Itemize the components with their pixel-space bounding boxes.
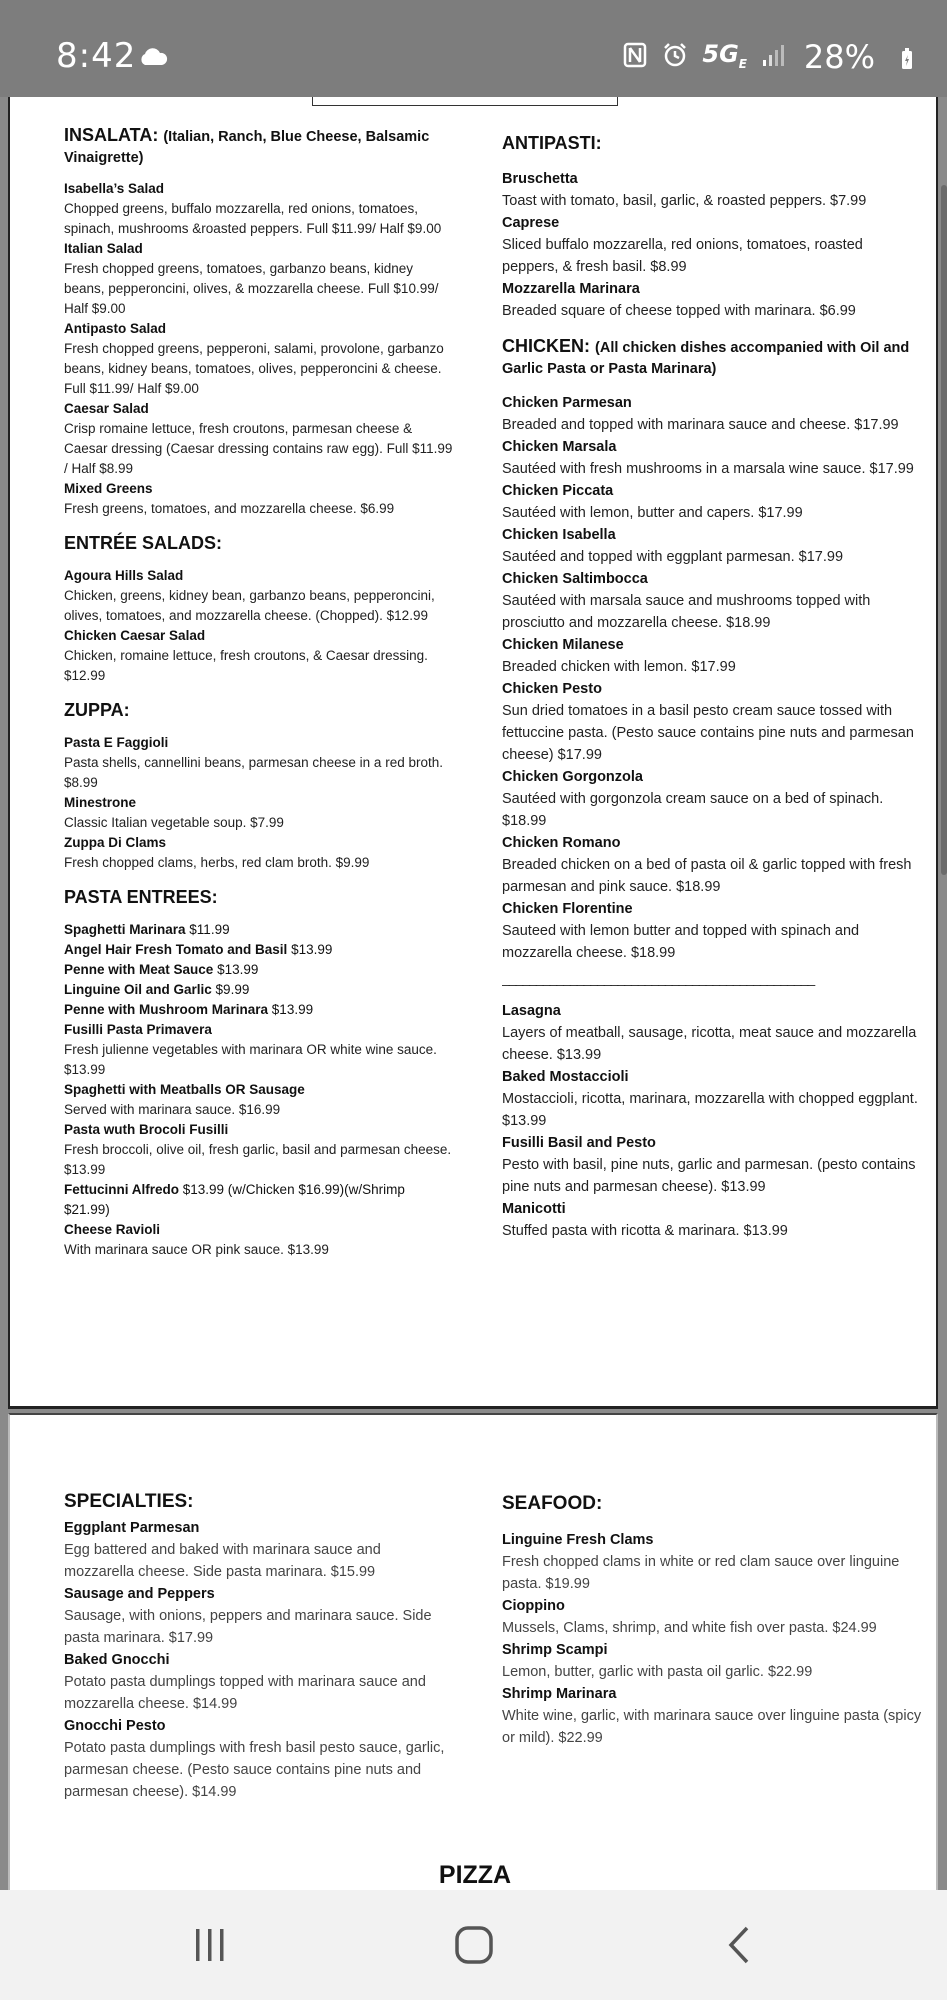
menu-item-name <box>502 766 922 788</box>
item-name-text: Chicken Pesto <box>502 681 602 697</box>
menu-item <box>502 898 922 964</box>
menu-item-description: Pasta shells, cannellini beans, parmesan cheese in a red broth. $8.99 <box>64 755 443 790</box>
menu-item-description: Lemon, butter, garlic with pasta oil garlic. $22.99 <box>502 1664 813 1680</box>
menu-item-name <box>502 1639 922 1661</box>
menu-item <box>64 1583 454 1649</box>
menu-item-description: Sautéed and topped with eggplant parmesan. $17.99 <box>502 549 844 565</box>
menu-item <box>64 1649 454 1715</box>
menu-item-name <box>502 832 922 854</box>
menu-item-name <box>502 898 922 920</box>
menu-page-2 <box>8 1413 938 1890</box>
menu-item-description: With marinara sauce OR pink sauce. $13.99 <box>64 1242 329 1257</box>
menu-item-name: Baked Mostaccioli <box>502 1069 629 1085</box>
menu-item-description: Breaded and topped with marinara sauce and cheese. $17.99 <box>502 417 899 433</box>
item-name-text: Antipasto Salad <box>64 321 167 336</box>
item-name-text: Italian Salad <box>64 241 143 256</box>
menu-item-name <box>502 168 922 190</box>
signal-icon <box>761 42 787 68</box>
home-icon <box>454 1925 494 1965</box>
item-name-text: Linguine Fresh Clams <box>502 1532 654 1548</box>
menu-item-name <box>64 920 454 940</box>
section-title: INSALATA: <box>64 125 159 145</box>
menu-item <box>502 1066 922 1132</box>
menu-item-description: Crisp romaine lettuce, fresh croutons, parmesan cheese & Caesar dressing (Caesar dressing contains raw egg). Full $11.99 / Half $8.99 <box>64 421 453 476</box>
item-name-text: Bruschetta <box>502 171 578 187</box>
menu-item <box>64 940 454 960</box>
page2-right-column <box>502 1493 922 1749</box>
menu-item-description: Fresh chopped greens, pepperoni, salami, provolone, garbanzo beans, kidney beans, tomatoes, olives, pepperoncini & cheese. Full $11.99/ Half $9.00 <box>64 341 444 396</box>
item-name-text: Linguine Oil and Garlic <box>64 982 212 997</box>
menu-item-name <box>502 480 922 502</box>
section-note: (Italian, Ranch, Blue Cheese, Balsamic Vinaigrette) <box>64 129 430 166</box>
alarm-icon <box>662 42 688 68</box>
section-gap <box>64 873 454 887</box>
menu-item-description: Stuffed pasta with ricotta & marinara. $13.99 <box>502 1223 788 1239</box>
menu-item-name <box>64 940 454 960</box>
menu-item <box>502 524 922 568</box>
menu-item-description: Sautéed with fresh mushrooms in a marsala wine sauce. $17.99 <box>502 461 914 477</box>
section-heading <box>64 125 454 167</box>
menu-item-name <box>502 568 922 590</box>
item-name-text: Pasta wuth Brocoli Fusilli <box>64 1122 229 1137</box>
menu-item <box>502 1595 922 1639</box>
item-name-text: Cioppino <box>502 1598 565 1614</box>
item-name-text: Cheese Ravioli <box>64 1222 161 1237</box>
menu-item <box>502 1198 922 1242</box>
item-name-text: Agoura Hills Salad <box>64 568 184 583</box>
menu-item <box>64 399 454 479</box>
item-price: $11.99 <box>189 922 230 937</box>
battery-level: 28% <box>803 38 875 76</box>
item-name-text: Shrimp Marinara <box>502 1686 617 1702</box>
battery-charging-icon <box>901 48 913 70</box>
menu-item-description: Sun dried tomatoes in a basil pesto cream sauce tossed with fettuccine pasta. (Pesto sauce contains pine nuts and parmesan cheese) $17.99 <box>502 703 914 763</box>
item-name-text: Chicken Romano <box>502 835 621 851</box>
menu-item-name <box>64 980 454 1000</box>
menu-item <box>502 678 922 766</box>
menu-item-name <box>64 1517 454 1539</box>
section-title: CHICKEN: <box>502 336 590 356</box>
menu-item-name <box>64 1583 454 1605</box>
section-note: (All chicken dishes accompanied with Oil and Garlic Pasta or Pasta Marinara) <box>502 340 910 377</box>
menu-item-name <box>64 626 454 646</box>
menu-item <box>64 733 454 793</box>
section-divider: ______________________________________________ <box>502 970 815 986</box>
item-price: $13.99 <box>271 1002 314 1017</box>
menu-item-name <box>502 1683 922 1705</box>
menu-item-name <box>64 319 454 339</box>
menu-item-name <box>64 833 454 853</box>
menu-item-description: Fresh chopped clams, herbs, red clam broth. $9.99 <box>64 855 370 870</box>
menu-item <box>64 1220 454 1260</box>
menu-item <box>502 1132 922 1198</box>
menu-item-name <box>64 1220 454 1240</box>
menu-item-description: Mostaccioli, ricotta, marinara, mozzarella with chopped eggplant. $13.99 <box>502 1091 918 1129</box>
menu-item <box>64 793 454 833</box>
menu-item-name <box>502 524 922 546</box>
back-button[interactable] <box>708 1920 768 1970</box>
item-name-text: Eggplant Parmesan <box>64 1520 200 1536</box>
menu-item <box>502 634 922 678</box>
item-name-text: Mixed Greens <box>64 481 153 496</box>
section-title: ZUPPA: <box>64 700 130 720</box>
menu-item <box>64 1120 454 1180</box>
item-name-text: Gnocchi Pesto <box>64 1718 166 1734</box>
item-name-text: Chicken Caesar Salad <box>64 628 206 643</box>
menu-item <box>502 1000 922 1066</box>
menu-item <box>502 436 922 480</box>
menu-item <box>64 833 454 873</box>
menu-item <box>64 239 454 319</box>
menu-item-name <box>64 733 454 753</box>
menu-item-description: Fresh julienne vegetables with marinara OR white wine sauce. $13.99 <box>64 1042 437 1077</box>
network-label <box>702 40 747 71</box>
home-button[interactable] <box>444 1920 504 1970</box>
section-gap <box>64 519 454 533</box>
menu-item-name: Fusilli Basil and Pesto <box>502 1135 656 1151</box>
menu-item-description: Sausage, with onions, peppers and marinara sauce. Side pasta marinara. $17.99 <box>64 1608 432 1646</box>
menu-item-description: Sliced buffalo mozzarella, red onions, tomatoes, roasted peppers, & fresh basil. $8.99 <box>502 237 863 275</box>
menu-item <box>502 212 922 278</box>
menu-item-description: Fresh broccoli, olive oil, fresh garlic, basil and parmesan cheese. $13.99 <box>64 1142 452 1177</box>
menu-item-description: Chopped greens, buffalo mozzarella, red onions, tomatoes, spinach, mushrooms &roasted peppers. Full $11.99/ Half $9.00 <box>64 201 442 236</box>
menu-item-name <box>64 1020 454 1040</box>
menu-item-name <box>502 436 922 458</box>
nfc-icon <box>622 42 648 68</box>
menu-item-name <box>64 1080 454 1100</box>
back-icon <box>723 1925 753 1965</box>
menu-item <box>64 1180 454 1220</box>
item-name-text: Angel Hair Fresh Tomato and Basil <box>64 942 288 957</box>
menu-item <box>64 1080 454 1120</box>
item-name-text: Chicken Florentine <box>502 901 633 917</box>
menu-item-name: Lasagna <box>502 1003 561 1019</box>
menu-item <box>64 1000 454 1020</box>
menu-item <box>64 1715 454 1803</box>
item-name-text: Chicken Piccata <box>502 483 614 499</box>
item-name-text: Caprese <box>502 215 560 231</box>
menu-item <box>64 566 454 626</box>
item-name-text: Baked Gnocchi <box>64 1652 170 1668</box>
section-heading <box>502 133 922 154</box>
menu-item <box>502 480 922 524</box>
network-type: 5G <box>702 40 739 68</box>
menu-item <box>64 626 454 686</box>
section-heading <box>64 887 454 908</box>
menu-item <box>64 920 454 940</box>
status-time: 8:42 <box>56 36 137 76</box>
menu-item-name <box>64 1649 454 1671</box>
status-bar <box>0 0 947 97</box>
menu-item-name <box>64 566 454 586</box>
menu-item <box>502 168 922 212</box>
item-name-text: Isabella’s Salad <box>64 181 165 196</box>
menu-item-name <box>502 1529 922 1551</box>
menu-item-name <box>64 179 454 199</box>
section-heading <box>64 700 454 721</box>
network-sub: E <box>738 56 747 71</box>
menu-item-description: Egg battered and baked with marinara sauce and mozzarella cheese. Side pasta marinara. $15.99 <box>64 1542 381 1580</box>
item-name-text: Shrimp Scampi <box>502 1642 608 1658</box>
menu-item-description: Sautéed with lemon, butter and capers. $17.99 <box>502 505 803 521</box>
item-price: $13.99 <box>217 962 259 977</box>
page1-right-column <box>502 133 922 1242</box>
menu-item-description: Sauteed with lemon butter and topped with spinach and mozzarella cheese. $18.99 <box>502 923 860 961</box>
item-name-text: Spaghetti with Meatballs OR Sausage <box>64 1082 305 1097</box>
section-title: SEAFOOD: <box>502 1493 603 1514</box>
item-price: $13.99 (w/Chicken $16.99)(w/Shrimp $21.99) <box>64 1182 405 1217</box>
menu-item-description: Toast with tomato, basil, garlic, & roasted peppers. $7.99 <box>502 193 867 209</box>
item-name-text: Chicken Gorgonzola <box>502 769 643 785</box>
item-name-text: Chicken Isabella <box>502 527 616 543</box>
menu-item <box>502 278 922 322</box>
menu-item-description: Mussels, Clams, shrimp, and white fish over pasta. $24.99 <box>502 1620 877 1636</box>
item-name-text: Pasta E Faggioli <box>64 735 169 750</box>
menu-item <box>64 960 454 980</box>
menu-item-name <box>64 1000 454 1020</box>
scrollbar[interactable] <box>941 185 947 875</box>
menu-item <box>64 1020 454 1080</box>
menu-item-name <box>64 1715 454 1737</box>
menu-item <box>64 179 454 239</box>
menu-item-name <box>64 399 454 419</box>
menu-item-name <box>502 634 922 656</box>
section-heading <box>64 1491 454 1513</box>
menu-item <box>64 1517 454 1583</box>
item-name-text: Fettucinni Alfredo <box>64 1182 179 1197</box>
item-name-text: Minestrone <box>64 795 137 810</box>
menu-item <box>502 568 922 634</box>
menu-item-name <box>502 212 922 234</box>
menu-item-name: Manicotti <box>502 1201 566 1217</box>
item-price: $9.99 <box>215 982 250 997</box>
section-heading <box>502 1493 922 1515</box>
menu-item-description: Breaded chicken with lemon. $17.99 <box>502 659 736 675</box>
page2-left-column <box>64 1491 454 1803</box>
menu-item-name <box>502 392 922 414</box>
menu-item-name <box>64 1180 454 1220</box>
section-gap <box>502 322 922 336</box>
item-name-text: Caesar Salad <box>64 401 149 416</box>
item-name-text: Sausage and Peppers <box>64 1586 215 1602</box>
item-name-text: Chicken Parmesan <box>502 395 632 411</box>
item-name-text: Chicken Saltimbocca <box>502 571 648 587</box>
menu-item-description: Chicken, romaine lettuce, fresh croutons, & Caesar dressing. $12.99 <box>64 648 428 683</box>
menu-item <box>502 1529 922 1595</box>
menu-item <box>64 980 454 1000</box>
menu-item-description: Breaded chicken on a bed of pasta oil & garlic topped with fresh parmesan and pink sauce. $18.99 <box>502 857 912 895</box>
cloud-icon <box>138 48 168 66</box>
menu-item-description: Potato pasta dumplings topped with marinara sauce and mozzarella cheese. $14.99 <box>64 1674 426 1712</box>
menu-item-description: Potato pasta dumplings with fresh basil pesto sauce, garlic, parmesan cheese. (Pesto sauce contains pine nuts and parmesan cheese). $14.99 <box>64 1740 445 1800</box>
page-tab-decoration <box>312 97 618 106</box>
section-title: PASTA ENTREES: <box>64 887 218 907</box>
menu-item-name <box>64 479 454 499</box>
menu-item-description: White wine, garlic, with marinara sauce over linguine pasta (spicy or mild). $22.99 <box>502 1708 922 1746</box>
menu-item <box>502 1639 922 1683</box>
menu-item-description: Fresh chopped greens, tomatoes, garbanzo beans, kidney beans, pepperoncini, olives, & mozzarella cheese. Full $10.99/ Half $9.00 <box>64 261 439 316</box>
menu-page-1 <box>8 97 938 1409</box>
item-name-text: Penne with Mushroom Marinara <box>64 1002 269 1017</box>
section-gap <box>64 686 454 700</box>
section-title: ENTRÉE SALADS: <box>64 533 223 553</box>
menu-item-name <box>64 239 454 259</box>
item-price: $13.99 <box>291 942 333 957</box>
recent-apps-button[interactable] <box>180 1920 240 1970</box>
menu-item-description: Breaded square of cheese topped with marinara. $6.99 <box>502 303 856 319</box>
menu-item <box>64 479 454 519</box>
section-heading <box>64 533 454 554</box>
menu-item-description: Sautéed with marsala sauce and mushrooms topped with prosciutto and mozzarella cheese. $18.99 <box>502 593 871 631</box>
menu-item-name <box>502 1595 922 1617</box>
menu-item-name <box>64 960 454 980</box>
page1-left-column <box>64 125 454 1260</box>
item-name-text: Chicken Marsala <box>502 439 617 455</box>
menu-item-name <box>502 678 922 700</box>
menu-item <box>502 1683 922 1749</box>
section-title: SPECIALTIES: <box>64 1491 194 1512</box>
item-name-text: Spaghetti Marinara <box>64 922 186 937</box>
menu-item-description: Sautéed with gorgonzola cream sauce on a bed of spinach. $18.99 <box>502 791 884 829</box>
section-heading <box>502 336 922 378</box>
menu-item-name <box>64 793 454 813</box>
navigation-bar <box>0 1890 947 2000</box>
menu-item-name <box>64 1120 454 1140</box>
menu-item-description: Classic Italian vegetable soup. $7.99 <box>64 815 284 830</box>
menu-item <box>502 766 922 832</box>
menu-item-description: Chicken, greens, kidney bean, garbanzo beans, pepperoncini, olives, tomatoes, and mozzarella cheese. (Chopped). $12.99 <box>64 588 435 623</box>
menu-item <box>502 392 922 436</box>
menu-item <box>64 319 454 399</box>
menu-item-name <box>502 278 922 300</box>
item-name-text: Zuppa Di Clams <box>64 835 167 850</box>
menu-item <box>502 832 922 898</box>
item-name-text: Chicken Milanese <box>502 637 624 653</box>
pizza-heading: PIZZA <box>438 1861 512 1889</box>
recent-apps-icon <box>190 1927 230 1963</box>
menu-item-description: Pesto with basil, pine nuts, garlic and parmesan. (pesto contains pine nuts and parmesan cheese). $13.99 <box>502 1157 916 1195</box>
item-name-text: Penne with Meat Sauce <box>64 962 214 977</box>
status-icons <box>622 40 787 71</box>
item-name-text: Mozzarella Marinara <box>502 281 640 297</box>
menu-item-description: Layers of meatball, sausage, ricotta, meat sauce and mozzarella cheese. $13.99 <box>502 1025 917 1063</box>
item-name-text: Fusilli Pasta Primavera <box>64 1022 212 1037</box>
section-title: ANTIPASTI: <box>502 133 602 153</box>
menu-item-description: Fresh chopped clams in white or red clam sauce over linguine pasta. $19.99 <box>502 1554 900 1592</box>
menu-item-description: Fresh greens, tomatoes, and mozzarella cheese. $6.99 <box>64 501 395 516</box>
menu-item-description: Served with marinara sauce. $16.99 <box>64 1102 281 1117</box>
